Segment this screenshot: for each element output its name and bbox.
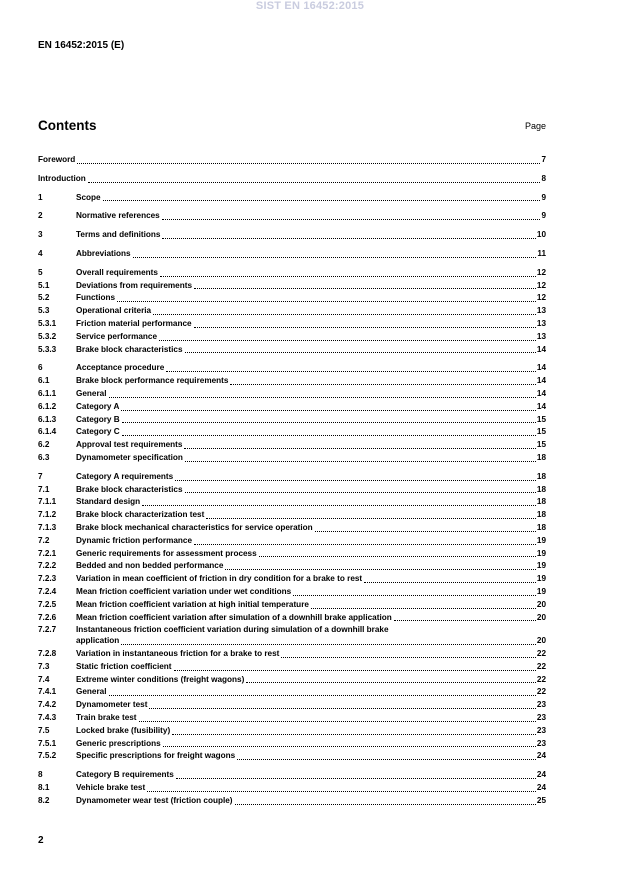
toc-entry-title: Category A requirements [76, 471, 174, 481]
toc-entry[interactable] [38, 699, 546, 712]
toc-entry[interactable] [38, 599, 546, 612]
dot-leader [103, 200, 541, 201]
toc-entry-title: Operational criteria [76, 306, 152, 316]
page-column-label: Page [524, 121, 546, 131]
toc-entry-number: 6.1.3 [38, 414, 57, 424]
toc-entry-title: Dynamometer wear test (friction couple) [76, 795, 233, 805]
dot-leader [230, 384, 535, 385]
toc-entry-title: Functions [76, 293, 116, 303]
toc-entry-page: 14 [536, 344, 546, 354]
toc-entry[interactable] [38, 362, 546, 375]
toc-entry-page: 18 [536, 522, 546, 532]
toc-entry[interactable] [38, 795, 546, 808]
toc-entry-number: 6.2 [38, 440, 50, 450]
toc-entry-page: 19 [536, 535, 546, 545]
watermark: SIST EN 16452:2015 [255, 0, 365, 12]
toc-entry-page: 19 [536, 586, 546, 596]
toc-entry-page: 22 [536, 687, 546, 697]
toc-entry[interactable] [38, 560, 546, 573]
toc-entry-number: 7.2.6 [38, 612, 57, 622]
toc-entry-number: 6.1.4 [38, 427, 57, 437]
toc-entry-page: 14 [536, 376, 546, 386]
toc-entry[interactable] [38, 331, 546, 344]
toc-entry-number: 7.2.4 [38, 586, 57, 596]
toc-entry-number: 5.3.1 [38, 318, 57, 328]
toc-entry-page: 15 [536, 414, 546, 424]
toc-entry-page: 13 [536, 331, 546, 341]
toc-entry-title: Abbreviations [76, 248, 131, 258]
dot-leader [225, 569, 535, 570]
toc-entry-title: Generic requirements for assessment process [76, 548, 257, 558]
toc-entry-number: 7.4.1 [38, 687, 57, 697]
dot-leader [149, 708, 535, 709]
toc-entry[interactable] [38, 154, 546, 167]
toc-entry-title: Train brake test [76, 713, 137, 723]
toc-entry[interactable] [38, 192, 546, 205]
dot-leader [281, 657, 536, 658]
toc-entry-title: Dynamic friction performance [76, 535, 193, 545]
dot-leader [77, 163, 540, 164]
toc-entry-title-continuation: application [76, 636, 120, 646]
toc-entry-title: Brake block characterization test [76, 510, 205, 520]
toc-entry-page: 24 [536, 783, 546, 793]
toc-entry-title: Category C [76, 427, 120, 437]
toc-entry[interactable] [38, 496, 546, 509]
toc-entry[interactable] [38, 522, 546, 535]
toc-entry-number: 7.1 [38, 484, 50, 494]
toc-entry[interactable] [38, 267, 546, 280]
toc-entry[interactable] [38, 624, 546, 648]
toc-entry-page: 24 [536, 751, 546, 761]
toc-entry-page: 19 [536, 561, 546, 571]
dot-leader [153, 314, 536, 315]
toc-entry-page: 14 [536, 363, 546, 373]
toc-entry[interactable] [38, 548, 546, 561]
dot-leader [259, 556, 536, 557]
toc-entry-page: 22 [536, 674, 546, 684]
toc-entry-number: 5 [38, 267, 43, 277]
page-title: Contents [38, 118, 97, 133]
dot-leader [185, 352, 536, 353]
toc-entry[interactable] [38, 535, 546, 548]
toc-entry-page: 20 [536, 599, 546, 609]
toc-entry-number: 6 [38, 363, 43, 373]
toc-entry[interactable] [38, 414, 546, 427]
toc-entry-number: 3 [38, 230, 43, 240]
toc-entry-title: Brake block characteristics [76, 484, 183, 494]
toc-entry-page: 19 [536, 574, 546, 584]
toc-entry-number: 7.2.8 [38, 649, 57, 659]
toc-entry-page: 18 [536, 497, 546, 507]
toc-entry-number: 5.3.2 [38, 331, 57, 341]
toc-entry-page: 13 [536, 318, 546, 328]
toc-entry[interactable] [38, 210, 546, 223]
toc-entry[interactable] [38, 769, 546, 782]
toc-entry-title: Generic prescriptions [76, 738, 161, 748]
toc-entry-title: Category B [76, 414, 120, 424]
toc-entry-title: Service performance [76, 331, 158, 341]
toc-entry-title: Dynamometer test [76, 700, 148, 710]
toc-entry-title: General [76, 687, 107, 697]
toc-entry-number: 5.3 [38, 306, 50, 316]
toc-entry-number: 8.2 [38, 795, 50, 805]
toc-entry-number: 7.5.2 [38, 751, 57, 761]
dot-leader [160, 276, 536, 277]
toc-entry-page: 12 [536, 267, 546, 277]
toc-entry-title: Scope [76, 192, 101, 202]
toc-entry[interactable] [38, 344, 546, 357]
toc-entry-number: 7.4 [38, 674, 50, 684]
toc-entry-title: Deviations from requirements [76, 280, 193, 290]
toc-entry[interactable] [38, 229, 546, 242]
toc-entry-page: 20 [536, 612, 546, 622]
toc-entry-number: 6.1 [38, 376, 50, 386]
dot-leader [185, 492, 536, 493]
toc-entry-number: 5.3.3 [38, 344, 57, 354]
dot-leader [139, 721, 536, 722]
toc-entry-title: General [76, 388, 107, 398]
toc-entry-page: 14 [536, 401, 546, 411]
dot-leader [172, 734, 536, 735]
toc-entry-title: Specific prescriptions for freight wagons [76, 751, 236, 761]
toc-entry-page: 25 [536, 795, 546, 805]
toc-entry-page: 8 [541, 173, 546, 183]
toc-entry-page: 15 [536, 440, 546, 450]
toc-entry[interactable] [38, 280, 546, 293]
toc-entry-title: Normative references [76, 211, 160, 221]
toc-entry-number: 7.1.1 [38, 497, 57, 507]
toc-entry[interactable] [38, 674, 546, 687]
toc-entry-page: 20 [536, 636, 546, 646]
toc-entry[interactable] [38, 586, 546, 599]
toc-entry[interactable] [38, 509, 546, 522]
toc-entry-title: Standard design [76, 497, 141, 507]
dot-leader [159, 340, 536, 341]
toc-entry-title: Instantaneous friction coefficient variation during simulation of a downhill brake [76, 625, 389, 635]
toc-entry-number: 7.3 [38, 661, 50, 671]
toc-entry[interactable] [38, 725, 546, 738]
toc-entry-page: 23 [536, 725, 546, 735]
dot-leader [246, 682, 536, 683]
dot-leader [121, 644, 536, 645]
toc-entry-title: Dynamometer specification [76, 452, 183, 462]
toc-entry[interactable] [38, 750, 546, 763]
toc-entry-title: Brake block mechanical characteristics for service operation [76, 522, 313, 532]
dot-leader [364, 582, 536, 583]
dot-leader [194, 544, 536, 545]
toc-entry-page: 22 [536, 649, 546, 659]
toc-entry[interactable] [38, 686, 546, 699]
toc-entry[interactable] [38, 648, 546, 661]
toc-entry-page: 9 [541, 192, 546, 202]
dot-leader [117, 301, 536, 302]
toc-entry[interactable] [38, 318, 546, 331]
toc-entry-title: Friction material performance [76, 318, 192, 328]
toc-entry-page: 12 [536, 293, 546, 303]
toc-entry[interactable] [38, 452, 546, 465]
dot-leader [88, 182, 541, 183]
toc-entry-page: 10 [536, 230, 546, 240]
toc-entry-number: 7.4.3 [38, 713, 57, 723]
toc-entry-page: 7 [541, 155, 546, 164]
table-of-contents [38, 154, 546, 808]
toc-entry-page: 23 [536, 700, 546, 710]
dot-leader [166, 371, 536, 372]
toc-entry-number: 4 [38, 248, 43, 258]
dot-leader [109, 397, 536, 398]
toc-entry-title: Category B requirements [76, 770, 174, 780]
toc-entry-number: 2 [38, 211, 43, 221]
toc-entry-page: 18 [536, 452, 546, 462]
dot-leader [163, 746, 536, 747]
toc-entry-page: 14 [536, 388, 546, 398]
toc-entry-page: 9 [541, 211, 546, 221]
dot-leader [293, 595, 536, 596]
dot-leader [147, 791, 536, 792]
toc-entry[interactable] [38, 471, 546, 484]
toc-entry-number: 7.2.3 [38, 574, 57, 584]
toc-entry-number: 8 [38, 770, 43, 780]
toc-entry-number: 6.1.2 [38, 401, 57, 411]
toc-entry-title: Terms and definitions [76, 230, 161, 240]
footer-page-number: 2 [38, 835, 44, 846]
toc-entry-number: 6.1.1 [38, 388, 57, 398]
dot-leader [121, 410, 536, 411]
dot-leader [194, 327, 536, 328]
toc-entry-title: Variation in mean coefficient of friction in dry condition for a brake to rest [76, 574, 363, 584]
toc-entry-number: 5.2 [38, 293, 50, 303]
toc-entry-number: 7.1.2 [38, 510, 57, 520]
toc-entry-number: 7.2.7 [38, 625, 57, 635]
toc-entry-title: Introduction [38, 173, 86, 183]
toc-entry-page: 23 [536, 713, 546, 723]
dot-leader [174, 670, 536, 671]
dot-leader [184, 448, 535, 449]
toc-entry[interactable] [38, 248, 546, 261]
dot-leader [237, 759, 536, 760]
dot-leader [176, 778, 536, 779]
toc-entry-number: 7 [38, 471, 43, 481]
toc-entry[interactable] [38, 173, 546, 186]
toc-entry-page: 12 [536, 280, 546, 290]
toc-entry[interactable] [38, 661, 546, 674]
dot-leader [142, 505, 536, 506]
dot-leader [122, 435, 536, 436]
toc-entry-number: 7.1.3 [38, 522, 57, 532]
dot-leader [122, 422, 536, 423]
toc-entry[interactable] [38, 573, 546, 586]
dot-leader [109, 695, 536, 696]
toc-entry[interactable] [38, 426, 546, 439]
toc-entry-title: Mean friction coefficient variation under wet conditions [76, 586, 292, 596]
toc-entry-number: 7.2.1 [38, 548, 57, 558]
toc-entry-title: Foreword [38, 155, 76, 164]
toc-entry-title: Brake block characteristics [76, 344, 183, 354]
toc-entry-title: Variation in instantaneous friction for a brake to rest [76, 649, 280, 659]
dot-leader [394, 620, 536, 621]
toc-entry-page: 18 [536, 471, 546, 481]
dot-leader [185, 461, 536, 462]
toc-entry[interactable] [38, 375, 546, 388]
toc-entry-page: 13 [536, 306, 546, 316]
toc-entry-title: Acceptance procedure [76, 363, 165, 373]
dot-leader [162, 238, 535, 239]
toc-entry-number: 8.1 [38, 783, 50, 793]
toc-entry-number: 7.2 [38, 535, 50, 545]
toc-entry-page: 15 [536, 427, 546, 437]
toc-entry-title: Category A [76, 401, 120, 411]
document-id: EN 16452:2015 (E) [38, 40, 125, 51]
toc-entry-page: 23 [536, 738, 546, 748]
dot-leader [235, 804, 536, 805]
dot-leader [311, 608, 536, 609]
toc-entry[interactable] [38, 738, 546, 751]
toc-entry-number: 7.2.5 [38, 599, 57, 609]
toc-entry-page: 19 [536, 548, 546, 558]
toc-entry-number: 7.5.1 [38, 738, 57, 748]
toc-entry[interactable] [38, 439, 546, 452]
toc-entry-page: 22 [536, 661, 546, 671]
toc-entry-title: Bedded and non bedded performance [76, 561, 224, 571]
toc-entry-page: 18 [536, 510, 546, 520]
toc-entry[interactable] [38, 292, 546, 305]
toc-entry-number: 5.1 [38, 280, 50, 290]
dot-leader [194, 288, 536, 289]
toc-entry-page: 24 [536, 770, 546, 780]
toc-entry[interactable] [38, 388, 546, 401]
toc-entry[interactable] [38, 782, 546, 795]
toc-entry-number: 7.5 [38, 725, 50, 735]
toc-entry[interactable] [38, 712, 546, 725]
dot-leader [162, 219, 541, 220]
toc-entry-title: Static friction coefficient [76, 661, 172, 671]
dot-leader [175, 480, 536, 481]
toc-entry-number: 1 [38, 192, 43, 202]
toc-entry-title: Extreme winter conditions (freight wagons) [76, 674, 245, 684]
toc-entry-number: 7.4.2 [38, 700, 57, 710]
toc-entry[interactable] [38, 612, 546, 625]
dot-leader [206, 518, 536, 519]
toc-entry-title: Mean friction coefficient variation after simulation of a downhill brake application [76, 612, 392, 622]
toc-entry-title: Approval test requirements [76, 440, 183, 450]
toc-entry-title: Brake block performance requirements [76, 376, 229, 386]
toc-entry-title: Locked brake (fusibility) [76, 725, 171, 735]
toc-entry-number: 6.3 [38, 452, 50, 462]
toc-entry-page: 18 [536, 484, 546, 494]
dot-leader [315, 531, 536, 532]
toc-entry[interactable] [38, 305, 546, 318]
toc-entry-title: Vehicle brake test [76, 783, 146, 793]
toc-entry-number: 7.2.2 [38, 561, 57, 571]
toc-entry[interactable] [38, 484, 546, 497]
toc-entry[interactable] [38, 401, 546, 414]
toc-entry-title: Overall requirements [76, 267, 158, 277]
dot-leader [133, 257, 537, 258]
toc-entry-page: 11 [537, 248, 546, 258]
toc-entry-title: Mean friction coefficient variation at high initial temperature [76, 599, 309, 609]
